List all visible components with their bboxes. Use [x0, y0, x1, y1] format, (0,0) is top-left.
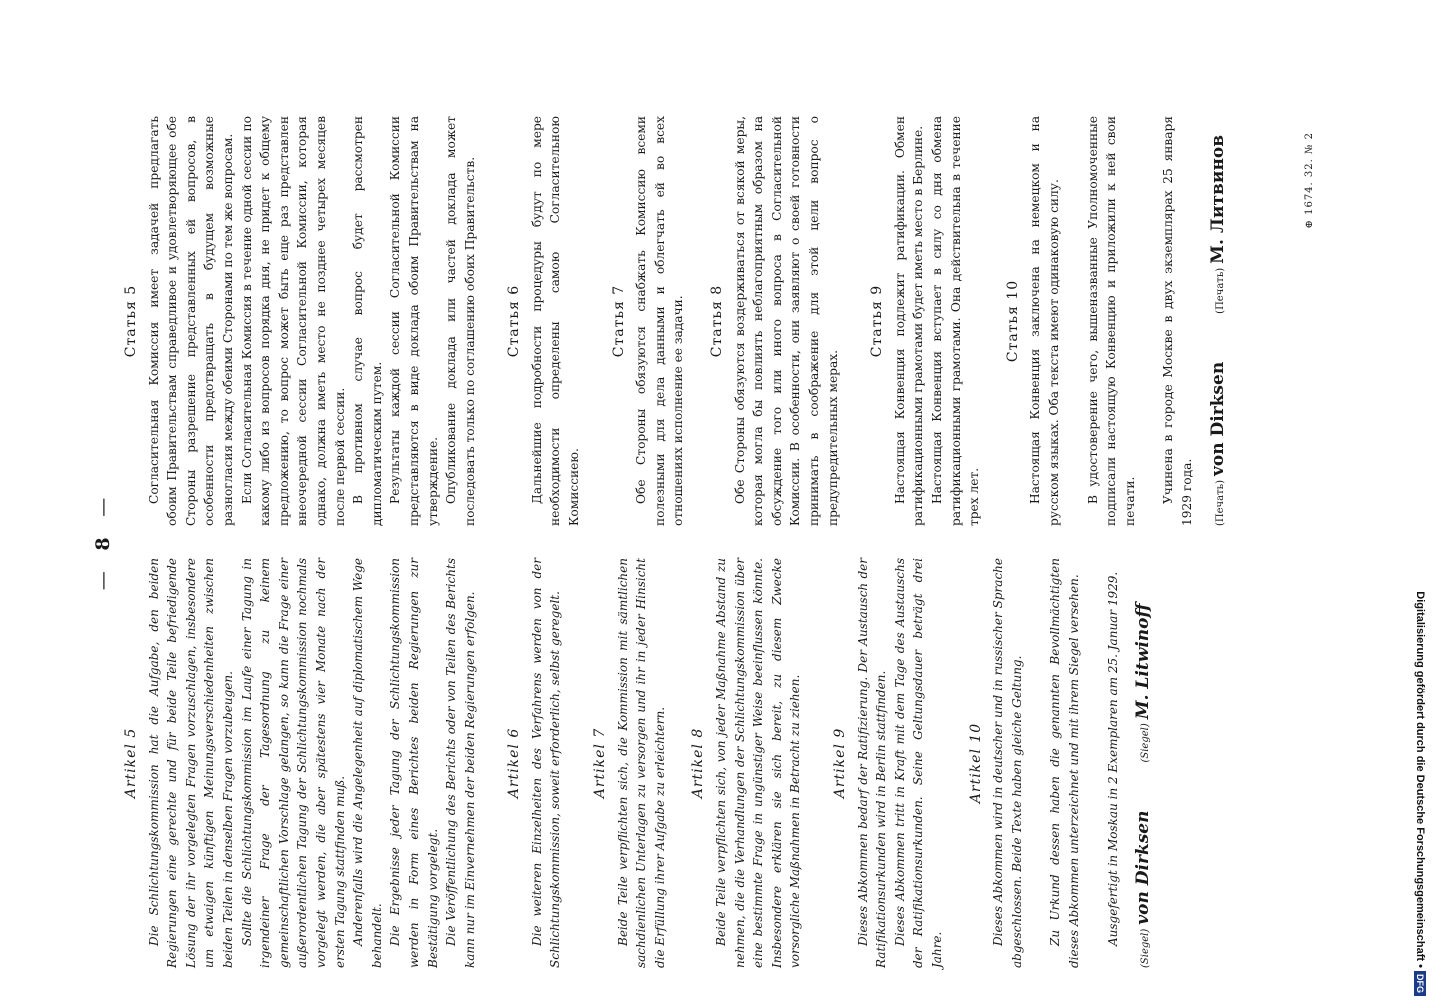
russian-a9-p1: Настоящая Конвенция подлежит ратификации. Обмен ратификационными грамотами будет иметь место в Берлине.: [892, 116, 926, 526]
page-dash-left: —: [92, 571, 114, 591]
russian-a5-p4: Результаты каждой сессии Согласительной Комиссии представляются в виде доклада обоим Правительствам на утверждение.: [388, 116, 440, 526]
russian-a10-p2: В удостоверение чего, вышеназванные Уполномоченные подписали настоящую Конвенцию и приложили к ней свои печати.: [1085, 116, 1137, 526]
russian-article-7-title: Статья 7: [610, 284, 627, 358]
russian-a5-p5: Опубликование доклада или частей доклада может последовать только по соглашению обоих Правительств.: [444, 116, 477, 526]
rotated-page: [92, 110, 1332, 978]
russian-a7-p1: Обе Стороны обязуются снабжать Комиссию всеми полезными для дела данными и облегчать ей во всех отношениях исполнение ее задачи.: [634, 116, 686, 526]
printer-footer-text: 1674. 32. № 2: [1304, 132, 1316, 215]
russian-signer-1: von Dirksen: [1207, 361, 1228, 476]
german-a7-p1: Beide Teile verpflichten sich, die Kommission mit sämtlichen sachdienlichen Unterlagen zu versorgen und ihr in jeder Hinsicht die Erfüllung ihrer Aufgabe zu erleichtern.: [615, 558, 667, 968]
german-article-8-title: Artikel 8: [690, 727, 707, 799]
russian-column: [122, 116, 1322, 526]
german-a9-p1: Dieses Abkommen bedarf der Ratifizierung. Der Austausch der Ratifikationsurkunden wird in Berlin stattfinden.: [855, 558, 889, 968]
russian-article-9-title: Статья 9: [869, 284, 886, 358]
dfg-logo: DFG: [1414, 971, 1426, 996]
german-article-9-title: Artikel 9: [832, 727, 848, 799]
digitization-credit-text: Digitalisierung gefördert durch die Deutsche Forschungsgemeinschaft •: [1414, 591, 1426, 968]
german-seal-2: (Siegel): [1140, 723, 1152, 763]
russian-a10-p3: Учинена в городе Москве в двух экземплярах 25 января 1929 года.: [1161, 116, 1194, 526]
printer-footer: [1301, 132, 1320, 228]
russian-seal-1: (Печать): [1214, 480, 1226, 526]
german-a10-p3: Ausgefertigt in Moskau in 2 Exemplaren am 25. Januar 1929.: [1105, 571, 1120, 946]
russian-article-8-title: Статья 8: [709, 284, 726, 358]
german-a10-p1: Dieses Abkommen wird in deutscher und in russischer Sprache abgeschlossen. Beide Texte haben gleiche Geltung.: [991, 558, 1024, 968]
german-article-7-title: Artikel 7: [592, 727, 609, 799]
russian-a8-p1: Обе Стороны обязуются воздерживаться от всякой меры, которая могла бы повлиять неблагоприятным образом на обсуждение того или иного вопроса в Согласительной Комиссии. В особенности, они заявляют о своей готовности принимать в соображение для этой цели вопрос о предупредительных мерах.: [732, 116, 840, 526]
russian-a9-p2: Настоящая Конвенция вступает в силу со дня обмена ратификационными грамотами. Она действительна в течение трех лет.: [929, 116, 982, 526]
digitization-credit: [1407, 6, 1433, 996]
german-seal-1: (Siegel): [1140, 928, 1152, 968]
russian-a5-p2: Если Согласительная Комиссия в течение одной сессии по какому либо из вопросов порядка дня, не придет к общему предложению, то вопрос может быть еще раз представлен внеочередной сессии Согласительной Комиссии, которая однако, должна иметь место не позднее четырех месяцев после первой сессии.: [239, 116, 347, 526]
german-article-5-title: Artikel 5: [123, 727, 139, 799]
german-signer-2: M. Litwinoff: [1133, 603, 1154, 720]
german-a5-p2: Sollte die Schlichtungskommission im Laufe einer Tagung in irgendeiner Frage der Tagesordnung zu keinem gemeinschaftlichen Vorschlage gelangen, so kann die Frage einer außerordentlichen Tagung der Schlichtungskommission nochmals vorgelegt werden, die aber spätestens vier Monate nach der ersten Tagung stattfinden muß.: [239, 558, 347, 968]
page-number: [92, 110, 114, 978]
russian-article-6-title: Статья 6: [506, 284, 523, 358]
german-signer-1: von Dirksen: [1133, 810, 1154, 925]
russian-signer-2: М. Литвинов: [1207, 134, 1228, 264]
russian-a10-p1: Настоящая Конвенция заключена на немецком и на русском языках. Оба текста имеют одинаковую силу.: [1028, 116, 1061, 526]
german-column: [122, 558, 1322, 968]
german-a8-p1: Beide Teile verpflichten sich, von jeder Maßnahme Abstand zu nehmen, die die Verhandlungen der Schlichtungskommission über eine bestimmte Frage in ungünstiger Weise beeinflussen könnte. Insbesondere erklären sie sich bereit, zu diesem Zwecke vorsorgliche Maßnahmen in Betracht zu ziehen.: [714, 558, 803, 968]
page-dash-right: —: [92, 497, 114, 517]
german-article-6-title: Artikel 6: [506, 727, 523, 799]
russian-a5-p1: Согласительная Комиссия имеет задачей предлагать обоим Правительствам справедливое и удовлетворяющее обе Стороны разрешение представленных ей вопросов, в особенности предотвращать в будущем возможные разногласия между обеими Сторонами по тем же вопросам.: [146, 116, 235, 526]
german-signatures: [1134, 558, 1156, 968]
russian-seal-2: (Печать): [1214, 267, 1226, 314]
german-a9-p2: Dieses Abkommen tritt in Kraft mit dem Tage des Austauschs der Ratifikationsurkunden. Seine Geltungsdauer beträgt drei Jahre.: [892, 558, 944, 968]
german-a6-p1: Die weiteren Einzelheiten des Verfahrens werden von der Schlichtungskommission, soweit erforderlich, selbst geregelt.: [529, 558, 563, 968]
russian-a6-p1: Дальнейшие подробности процедуры будут по мере необходимости определены самою Согласительною Комиссиею.: [529, 116, 582, 526]
russian-a5-p3: В противном случае вопрос будет рассмотрен дипломатическим путем.: [351, 116, 384, 526]
german-a10-p2: Zu Urkund dessen haben die genannten Bevollmächtigten dieses Abkommen unterzeichnet und mit ihrem Siegel versehen.: [1048, 558, 1081, 968]
german-a5-p4: Die Ergebnisse jeder Tagung der Schlichtungskommission werden in Form eines Berichtes beiden Regierungen zur Bestätigung vorgelegt.: [388, 558, 440, 968]
german-a5-p1: Die Schlichtungskommission hat die Aufgabe, den beiden Regierungen eine gerechte und für beide Teile befriedigende Lösung der ihr vorgelegten Fragen vorzuschlagen, insbesondere um etwaigen künftigen Meinungsverschiedenheiten zwischen beiden Teilen in denselben Fragen vorzubeugen.: [146, 558, 235, 968]
russian-article-5-title: Статья 5: [123, 284, 139, 358]
page-number-value: 8: [92, 537, 114, 551]
russian-article-10-title: Статья 10: [1004, 279, 1021, 363]
german-article-10-title: Artikel 10: [967, 722, 984, 804]
german-a5-p3: Anderenfalls wird die Angelegenheit auf diplomatischem Wege behandelt.: [351, 558, 384, 968]
german-a5-p5: Die Veröffentlichung des Berichts oder von Teilen des Berichts kann nur im Einvernehmen der beiden Regierungen erfolgen.: [444, 558, 477, 968]
russian-signatures: [1209, 116, 1231, 526]
printer-mark-icon: ⊕: [1304, 214, 1316, 229]
